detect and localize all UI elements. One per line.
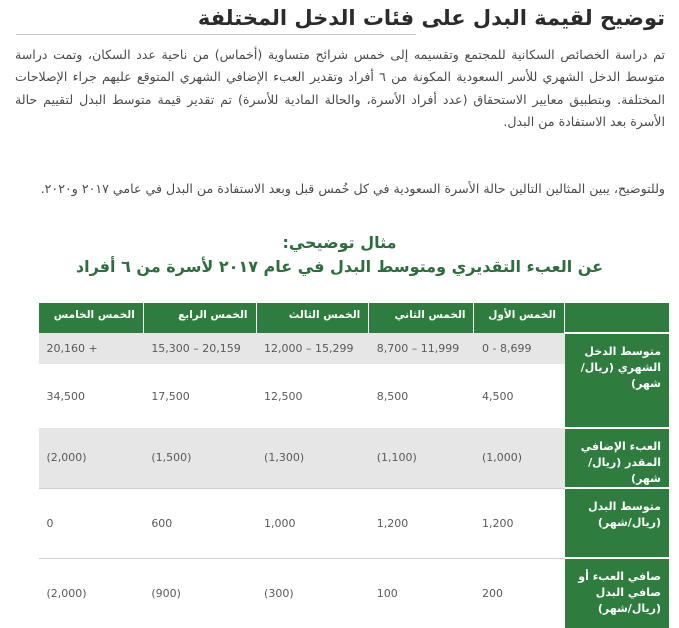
table-corner-cell [565, 303, 670, 333]
table-cell: (2,000) [39, 428, 144, 488]
example-subtitle: عن العبء التقديري ومتوسط البدل في عام ٢٠١٧ لأسرة من ٦ أفراد [75, 257, 604, 276]
column-header: الخمس الرابع [143, 303, 256, 333]
table-cell: (300) [256, 558, 369, 628]
example-title: مثال توضيحي: [282, 233, 397, 252]
row-label-allowance: متوسط البدل (ريال/شهر) [565, 488, 670, 558]
intro-paragraph: تم دراسة الخصائص السكانية للمجتمع وتقسيمه إلى خمس شرائح متساوية (أخماس) من ناحية عدد السكان، وتمت دراسة متوسط الدخل الشهري للأسر السعودية المكونة من ٦ أفراد وتقدير العبء الإضافي الشهري المتوقع عليهم جراء الإصلاحات المختلفة. وبتطبيق معايير الاستحقاق (عدد أفراد الأسرة، والحالة المادية للأسرة) تم تقدير قيمة متوسط البدل لتقييم حالة الأسرة بعد الاستفادة من البدل. [15, 47, 665, 130]
title-divider [16, 34, 416, 35]
table-cell: (1,000) [474, 428, 565, 488]
table-cell: 0 - 8,699 [474, 333, 565, 364]
table-cell: 15,300 – 20,159 [143, 333, 256, 364]
table-cell: 1,200 [474, 488, 565, 558]
table-cell: 12,000 – 15,299 [256, 333, 369, 364]
table-row [39, 333, 670, 364]
table-cell: 12,500 [256, 364, 369, 428]
table-cell: (900) [143, 558, 256, 628]
table-cell: 34,500 [39, 364, 144, 428]
table-cell: 200 [474, 558, 565, 628]
column-header: الخمس الثالث [256, 303, 369, 333]
table-cell: 8,700 – 11,999 [369, 333, 474, 364]
table-cell: 4,500 [474, 364, 565, 428]
column-header: الخمس الثاني [369, 303, 474, 333]
row-label-income: متوسط الدخل الشهري (ريال/ شهر) [565, 333, 670, 428]
column-header: الخمس الأول [474, 303, 565, 333]
table-cell: 17,500 [143, 364, 256, 428]
table-cell: (1,300) [256, 428, 369, 488]
table-cell: 0 [39, 488, 144, 558]
table-cell: (1,500) [143, 428, 256, 488]
table-cell: 1,000 [256, 488, 369, 558]
table-cell: (2,000) [39, 558, 144, 628]
clarification-paragraph: وللتوضيح، يبين المثالين التالين حالة الأسرة السعودية في كل خُمس قبل وبعد الاستفادة من البدل في عامي ٢٠١٧ و٢٠٢٠. [40, 181, 665, 196]
column-header: الخمس الخامس [39, 303, 144, 333]
table-header-row [39, 303, 670, 333]
table-cell: 1,200 [369, 488, 474, 558]
row-label-burden: العبء الإضافي المقدر (ريال/شهر) [565, 428, 670, 488]
table-row [39, 558, 670, 628]
table-cell: 600 [143, 488, 256, 558]
table-cell: 8,500 [369, 364, 474, 428]
table-row [39, 488, 670, 558]
table-cell: 20,160 + [39, 333, 144, 364]
page-title: توضيح لقيمة البدل على فئات الدخل المختلفة [197, 6, 665, 30]
table-row [39, 428, 670, 488]
table-cell: 100 [369, 558, 474, 628]
table-cell: (1,100) [369, 428, 474, 488]
row-label-net: صافي العبء أو صافي البدل (ريال/شهر) [565, 558, 670, 628]
income-table [38, 303, 669, 628]
